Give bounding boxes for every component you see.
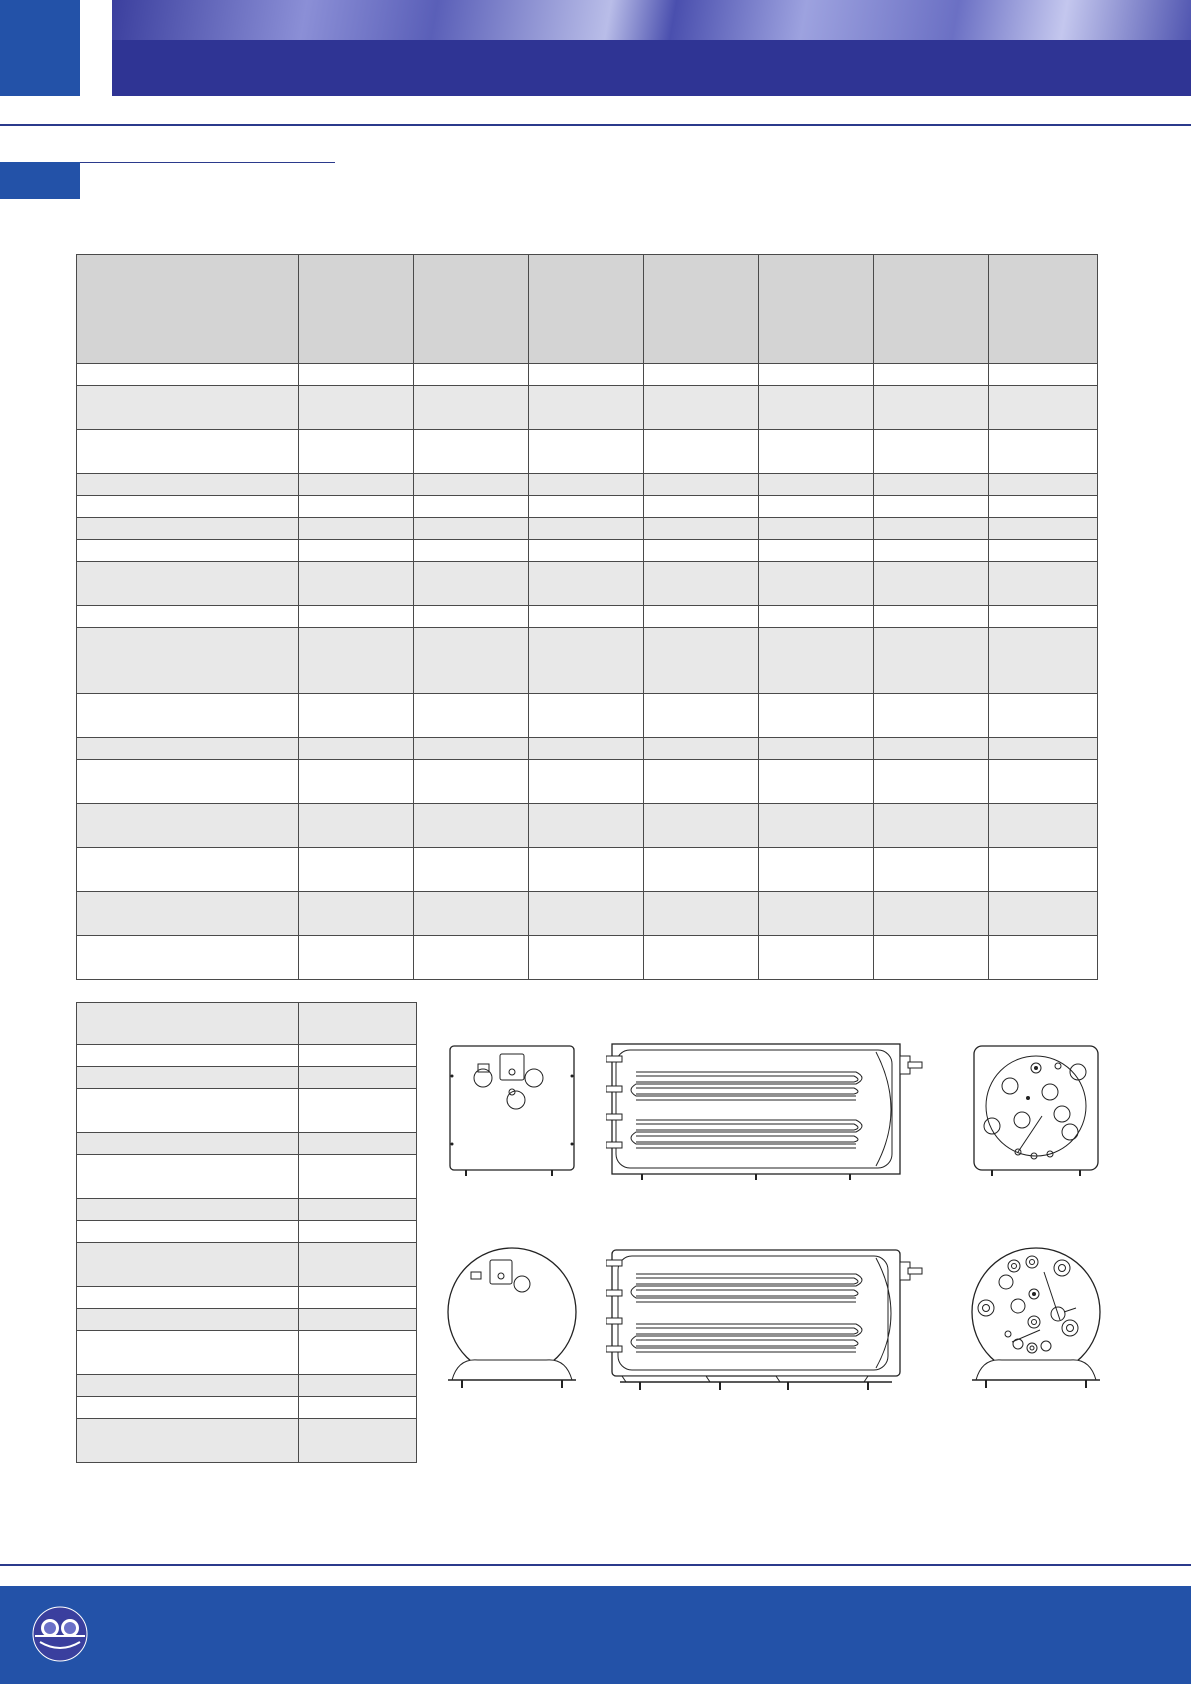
table-row	[77, 694, 1098, 738]
table-row	[77, 496, 1098, 518]
table-header-row	[77, 1003, 417, 1045]
table-row	[77, 562, 1098, 606]
table-row	[77, 760, 1098, 804]
rear-view-cylinder-drawing	[962, 1242, 1112, 1392]
table-row	[77, 1287, 417, 1309]
table-row	[77, 1221, 417, 1243]
table-row	[77, 936, 1098, 980]
table-row	[77, 1199, 417, 1221]
company-logo-icon	[32, 1606, 88, 1662]
front-view-cabinet-drawing	[446, 1044, 578, 1180]
table-row	[77, 738, 1098, 760]
dimensions-table	[76, 1002, 417, 1463]
table-row	[77, 1309, 417, 1331]
table-header-row	[77, 255, 1098, 364]
rear-view-cabinet-drawing	[970, 1044, 1102, 1180]
header-notch	[80, 0, 112, 96]
header-sky-banner	[112, 0, 1191, 40]
footer-divider	[0, 1564, 1191, 1566]
table-row	[77, 474, 1098, 496]
table-row	[77, 1089, 417, 1133]
table-row	[77, 804, 1098, 848]
table-row	[77, 848, 1098, 892]
specification-table	[76, 254, 1098, 980]
front-view-cylinder-drawing	[438, 1242, 588, 1392]
table-row	[77, 540, 1098, 562]
section-marker	[0, 162, 80, 199]
section-title-underline	[80, 162, 335, 163]
table-row	[77, 628, 1098, 694]
header-divider	[0, 124, 1191, 126]
page-footer	[0, 1586, 1191, 1684]
table-row	[77, 1067, 417, 1089]
table-row	[77, 386, 1098, 430]
table-row	[77, 892, 1098, 936]
table-row	[77, 364, 1098, 386]
page-header	[0, 0, 1191, 96]
side-section-cylinder-drawing	[606, 1248, 926, 1394]
header-title-bar	[112, 40, 1191, 96]
table-row	[77, 1133, 417, 1155]
table-row	[77, 1375, 417, 1397]
table-row	[77, 518, 1098, 540]
table-row	[77, 606, 1098, 628]
header-tab-block	[0, 0, 80, 96]
table-row	[77, 1397, 417, 1419]
table-row	[77, 1155, 417, 1199]
table-row	[77, 1243, 417, 1287]
table-row	[77, 1045, 417, 1067]
table-row	[77, 1331, 417, 1375]
table-row	[77, 430, 1098, 474]
side-section-cabinet-drawing	[606, 1042, 926, 1182]
table-row	[77, 1419, 417, 1463]
